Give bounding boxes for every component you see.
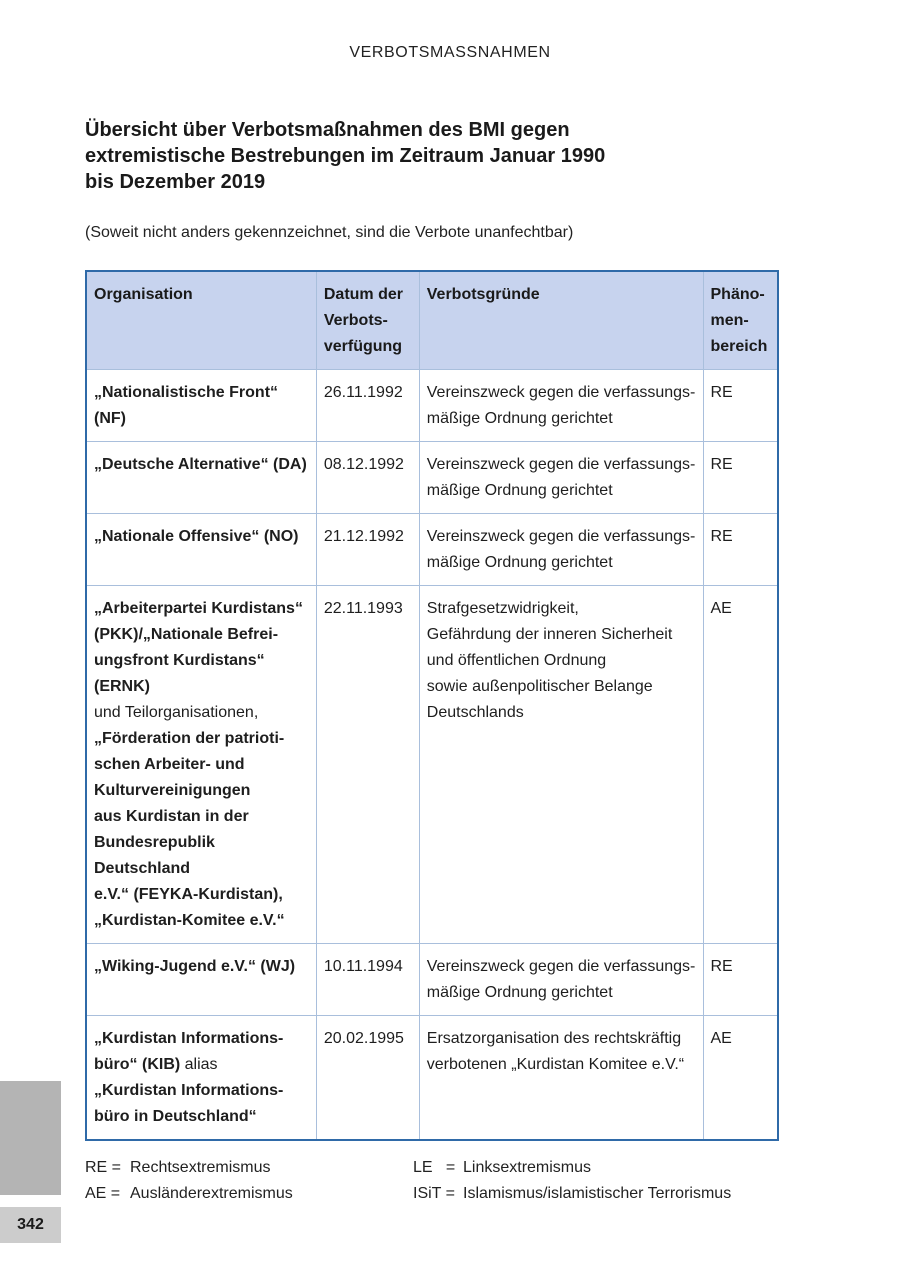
org-name: „Arbeiterpartei Kurdistans“	[94, 600, 303, 617]
org-name: ungsfront Kurdistans“ (ERNK)	[94, 652, 265, 695]
header-line: Datum der	[323, 286, 403, 303]
reason-line: mäßige Ordnung gerichtet	[426, 554, 613, 571]
org-cell	[86, 586, 316, 944]
reason-line: verbotenen „Kurdistan Komitee e.V.“	[426, 1056, 685, 1073]
table-note: (Soweit nicht anders gekennzeichnet, sind die Verbote unanfechtbar)	[85, 224, 574, 241]
area-cell: RE	[703, 442, 778, 514]
title-line: extremistische Bestrebungen im Zeitraum Januar 1990	[85, 145, 606, 167]
org-name: „Nationale Offensive“ (NO)	[94, 528, 299, 545]
title-line: Übersicht über Verbotsmaßnahmen des BMI gegen	[85, 119, 570, 141]
bans-table	[85, 270, 779, 1141]
org-line	[94, 1052, 309, 1078]
header-reasons	[419, 271, 703, 370]
header-line: men-	[710, 312, 749, 329]
reason-line: sowie außenpolitischer Belange	[426, 678, 653, 695]
reasons-cell	[419, 442, 703, 514]
chapter-tab	[0, 1081, 61, 1195]
area-cell: AE	[703, 586, 778, 944]
table-row	[86, 944, 778, 1016]
header-area	[703, 271, 778, 370]
org-cell	[86, 944, 316, 1016]
org-cell	[86, 370, 316, 442]
date-cell: 08.12.1992	[316, 442, 419, 514]
org-name: e.V.“ (FEYKA-Kurdistan),	[94, 886, 283, 903]
legend-text: Linksextremismus	[463, 1159, 592, 1176]
reason-line: mäßige Ordnung gerichtet	[426, 410, 613, 427]
table-row	[86, 1016, 778, 1141]
date-cell: 26.11.1992	[316, 370, 419, 442]
reason-line: Vereinszweck gegen die verfassungs-	[426, 384, 696, 401]
legend-entry	[413, 1181, 731, 1207]
reasons-cell	[419, 1016, 703, 1141]
header-line: verfügung	[323, 338, 403, 355]
header-line: Phäno-	[710, 286, 765, 303]
org-cell	[86, 1016, 316, 1141]
org-name: büro in Deutschland“	[94, 1108, 257, 1125]
reason-line: mäßige Ordnung gerichtet	[426, 482, 613, 499]
reason-line: Gefährdung der inneren Sicherheit	[426, 626, 673, 643]
org-name: Kulturvereinigungen	[94, 782, 251, 799]
date-cell: 21.12.1992	[316, 514, 419, 586]
legend-text: Ausländerextremismus	[130, 1185, 293, 1202]
legend-abbr: LE =	[413, 1159, 456, 1176]
reason-line: Vereinszweck gegen die verfassungs-	[426, 456, 696, 473]
reason-line: Vereinszweck gegen die verfassungs-	[426, 958, 696, 975]
org-name: aus Kurdistan in der	[94, 808, 249, 825]
org-name: büro“ (KIB)	[94, 1056, 181, 1073]
legend-entry	[85, 1181, 293, 1207]
org-name: „Nationalistische Front“ (NF)	[94, 384, 279, 427]
header-line: Verbotsgründe	[426, 286, 540, 303]
reason-line: und öffentlichen Ordnung	[426, 652, 607, 669]
org-name: „Förderation der patrioti-	[94, 730, 285, 747]
table-header-row	[86, 271, 778, 370]
org-cell	[86, 442, 316, 514]
table-row	[86, 586, 778, 944]
org-note: alias	[180, 1056, 218, 1073]
reason-line: mäßige Ordnung gerichtet	[426, 984, 613, 1001]
org-name: „Kurdistan Informations-	[94, 1082, 284, 1099]
title-line: bis Dezember 2019	[85, 171, 266, 193]
table-row	[86, 442, 778, 514]
area-cell: RE	[703, 514, 778, 586]
header-line: bereich	[710, 338, 768, 355]
legend-right	[413, 1155, 731, 1207]
reason-line: Ersatzorganisation des rechtskräftig	[426, 1030, 682, 1047]
reason-line: Strafgesetzwidrigkeit,	[426, 600, 579, 617]
legend-entry	[85, 1155, 293, 1181]
date-cell: 20.02.1995	[316, 1016, 419, 1141]
date-cell: 22.11.1993	[316, 586, 419, 944]
header-line: Organisation	[94, 286, 193, 303]
area-cell: RE	[703, 944, 778, 1016]
page-number: 342	[0, 1207, 61, 1243]
legend-left	[85, 1155, 293, 1207]
table-row	[86, 370, 778, 442]
header-organisation	[86, 271, 316, 370]
area-cell: RE	[703, 370, 778, 442]
reason-line: Vereinszweck gegen die verfassungs-	[426, 528, 696, 545]
org-name: „Wiking-Jugend e.V.“ (WJ)	[94, 958, 296, 975]
legend-abbr: ISiT =	[413, 1185, 455, 1202]
table-row	[86, 514, 778, 586]
org-name: „Kurdistan Informations-	[94, 1030, 284, 1047]
page-title	[85, 117, 645, 195]
org-name: (PKK)/„Nationale Befrei-	[94, 626, 279, 643]
reasons-cell	[419, 586, 703, 944]
org-note: und Teilorganisationen,	[94, 704, 259, 721]
reasons-cell	[419, 370, 703, 442]
header-date	[316, 271, 419, 370]
org-name: Bundesrepublik Deutschland	[94, 834, 215, 877]
org-name: „Kurdistan-Komitee e.V.“	[94, 912, 285, 929]
reasons-cell	[419, 944, 703, 1016]
running-header: VERBOTSMASSNAHMEN	[349, 44, 551, 61]
org-name: schen Arbeiter- und	[94, 756, 245, 773]
legend-text: Rechtsextremismus	[130, 1159, 271, 1176]
legend-abbr: RE =	[85, 1159, 122, 1176]
legend-entry	[413, 1155, 731, 1181]
area-cell: AE	[703, 1016, 778, 1141]
header-line: Verbots-	[323, 312, 388, 329]
reason-line: Deutschlands	[426, 704, 524, 721]
legend-abbr: AE =	[85, 1185, 121, 1202]
org-cell	[86, 514, 316, 586]
reasons-cell	[419, 514, 703, 586]
org-name: „Deutsche Alternative“ (DA)	[94, 456, 307, 473]
legend-text: Islamismus/islamistischer Terrorismus	[463, 1185, 732, 1202]
date-cell: 10.11.1994	[316, 944, 419, 1016]
